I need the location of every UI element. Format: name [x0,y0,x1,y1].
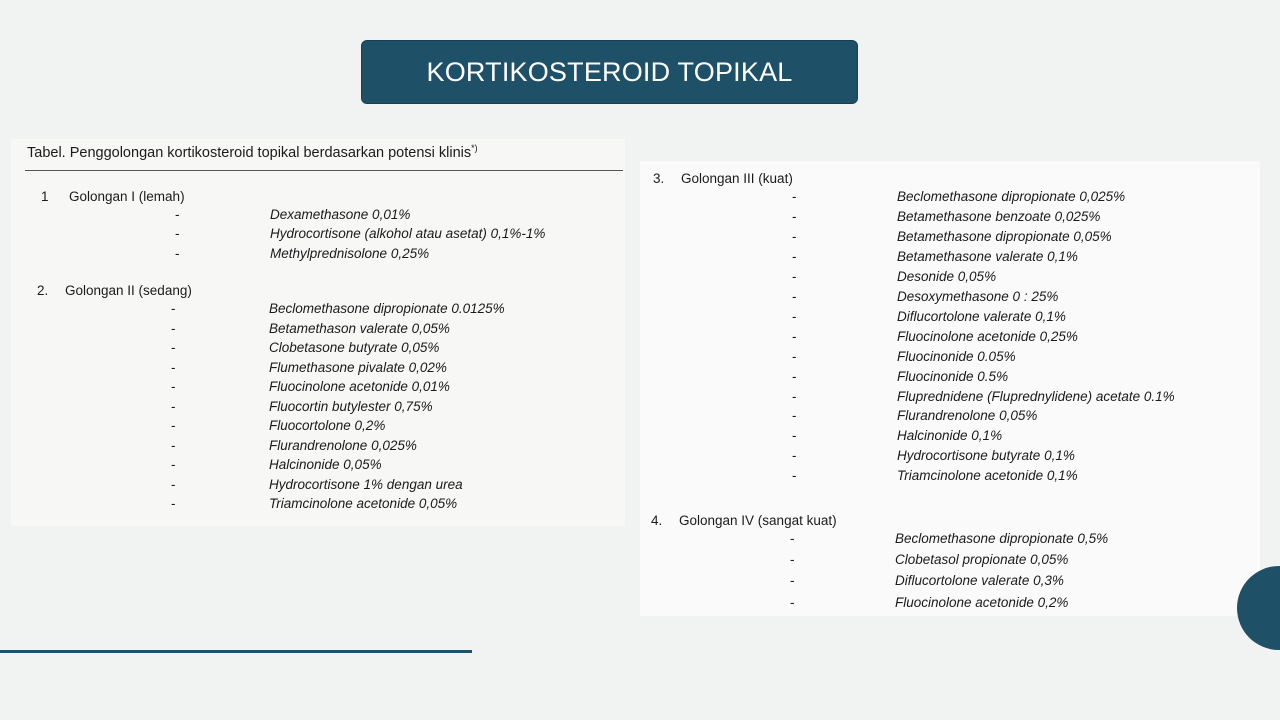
list-dash: - [792,428,797,444]
drug-entry: Clobetasol propionate 0,05% [895,552,1069,568]
drug-entry: Diflucortolone valerate 0,1% [897,308,1066,324]
list-dash: - [171,398,176,414]
list-dash: - [792,348,797,364]
list-dash: - [792,468,797,484]
drug-entry: Fluocinonide 0.5% [897,368,1009,384]
drug-entry: Fluocinolone acetonide 0,2% [895,594,1069,610]
list-dash: - [171,301,176,316]
drug-entry: Fluocortolone 0,2% [269,418,386,433]
group-name: Golongan III (kuat) [681,171,793,186]
list-dash: - [171,379,176,394]
list-dash: - [175,226,180,242]
list-dash: - [792,308,797,324]
list-dash: - [790,573,795,589]
group-number: 4. [651,513,663,528]
drug-entry: Fluocinolone acetonide 0,01% [269,379,450,394]
list-dash: - [792,448,797,464]
drug-entry: Desonide 0,05% [897,268,997,284]
list-dash: - [792,328,797,344]
group-number: 1 [41,189,49,204]
list-dash: - [175,245,180,261]
drug-entry: Triamcinolone acetonide 0,1% [897,468,1078,484]
group-header [37,283,192,298]
list-dash: - [171,437,176,453]
list-dash: - [790,552,795,568]
table-caption [27,143,478,161]
drug-entry: Dexamethasone 0,01% [270,207,411,222]
drug-entry: Hydrocortisone 1% dengan urea [269,476,463,492]
slide-title-text: KORTIKOSTEROID TOPIKAL [426,56,793,87]
list-dash: - [171,418,176,433]
slide-title [361,40,858,104]
drug-entry: Methylprednisolone 0,25% [270,245,430,261]
drug-entry: Hydrocortisone (alkohol atau asetat) 0,1%-1% [270,226,546,242]
group-header [651,513,837,528]
drug-entry: Betamethasone valerate 0,1% [897,248,1078,264]
drug-entry: Fluocinonide 0.05% [897,348,1016,364]
list-dash: - [171,359,176,375]
drug-entry: Betamethason valerate 0,05% [269,320,450,336]
table-caption-text: Tabel. Penggolongan kortikosteroid topikal berdasarkan potensi klinis [27,144,472,161]
list-dash: - [171,476,176,492]
drug-entry: Beclomethasone dipropionate 0.0125% [269,301,505,316]
list-dash: - [792,288,797,304]
list-dash: - [790,594,795,610]
drug-entry: Betamethasone dipropionate 0,05% [897,228,1112,244]
drug-entry: Beclomethasone dipropionate 0,025% [897,189,1126,204]
list-dash: - [792,228,797,244]
table-scan-right [640,161,1260,616]
list-dash: - [792,388,797,404]
drug-entry: Flurandrenolone 0,05% [897,408,1038,424]
list-dash: - [171,457,176,472]
list-dash: - [792,368,797,384]
group-header [653,171,793,186]
group-number: 3. [653,171,665,186]
drug-entry: Triamcinolone acetonide 0,05% [269,496,458,511]
drug-entry: Hydrocortisone butyrate 0,1% [897,448,1075,464]
drug-entry: Beclomethasone dipropionate 0,5% [895,531,1109,546]
group-number: 2. [37,283,49,298]
drug-entry: Betamethasone benzoate 0,025% [897,208,1101,224]
list-dash: - [171,496,176,511]
drug-entry: Fluprednidene (Fluprednylidene) acetate 0.1% [897,388,1175,404]
list-dash: - [792,248,797,264]
table-scan-left [11,139,625,526]
list-dash: - [175,207,180,222]
group-name: Golongan I (lemah) [69,189,185,204]
drug-entry: Flumethasone pivalate 0,02% [269,359,447,375]
list-dash: - [171,340,176,355]
drug-entry: Fluocortin butylester 0,75% [269,398,433,414]
list-dash: - [792,189,797,204]
drug-entry: Clobetasone butyrate 0,05% [269,340,440,355]
drug-entry: Halcinonide 0,05% [269,457,382,472]
drug-entry: Halcinonide 0,1% [897,428,1003,444]
table-rule [25,170,623,171]
group-name: Golongan IV (sangat kuat) [679,513,837,528]
drug-entry: Flurandrenolone 0,025% [269,437,417,453]
group-name: Golongan II (sedang) [65,283,192,298]
list-dash: - [792,408,797,424]
list-dash: - [792,208,797,224]
drug-entry: Fluocinolone acetonide 0,25% [897,328,1078,344]
drug-entry: Desoxymethasone 0 : 25% [897,288,1059,304]
decorative-line [0,650,472,653]
group-header [41,189,185,204]
list-dash: - [792,268,797,284]
list-dash: - [171,320,176,336]
table-caption-note: *) [471,143,478,153]
drug-entry: Diflucortolone valerate 0,3% [895,573,1064,589]
list-dash: - [790,531,795,546]
